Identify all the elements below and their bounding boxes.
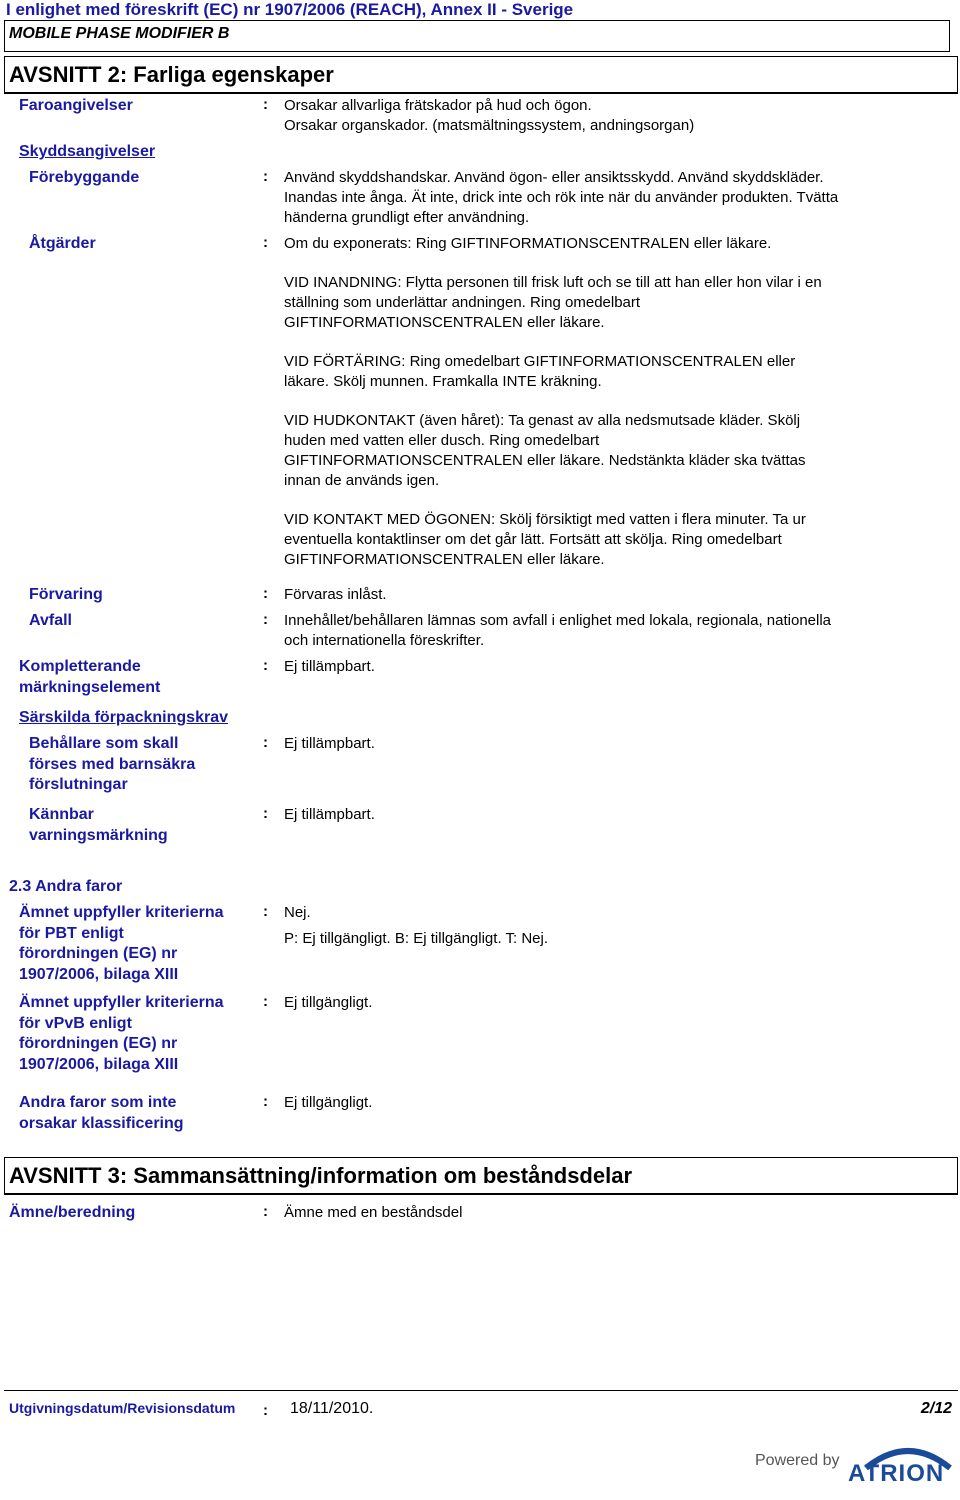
colon: : <box>263 96 268 113</box>
value-inhalation: VID INANDNING: Flytta personen till frisk luft och se till att han eller hon vilar i en ställning som underlättar andningen. Ring omedelbart GIFTINFORMATIONSCENTRALEN eller läkare. <box>284 274 822 331</box>
value-child-resistant: Ej tillämpbart. <box>284 735 375 752</box>
colon: : <box>263 585 268 602</box>
label-special-packaging: Särskilda förpackningskrav <box>19 709 228 726</box>
label-vpvb: Ämnet uppfyller kriterierna för vPvB enligt förordningen (EG) nr 1907/2006, bilaga XIII <box>19 994 224 1073</box>
value-tactile-warning: Ej tillämpbart. <box>284 806 375 823</box>
value-pbt: Nej. <box>284 904 311 921</box>
footer-date-label: Utgivningsdatum/Revisionsdatum <box>9 1400 236 1416</box>
value-eye-contact: VID KONTAKT MED ÖGONEN: Skölj försiktigt med vatten i flera minuter. Ta ur eventuella kontaktlinser om det går lätt. Fortsätt att skölja. Ring omedelbart GIFTINFORMATIONSCENTRALEN eller läkare. <box>284 511 806 568</box>
page-number: 2/12 <box>920 1400 952 1417</box>
colon: : <box>263 611 268 628</box>
label-other-hazards: Andra faror som inte orsakar klassificering <box>19 1094 184 1132</box>
label-storage: Förvaring <box>29 586 103 603</box>
label-child-resistant: Behållare som skall förses med barnsäkra förslutningar <box>29 735 196 793</box>
label-pbt: Ämnet uppfyller kriterierna för PBT enligt förordningen (EG) nr 1907/2006, bilaga XIII <box>19 904 224 983</box>
colon: : <box>263 805 268 822</box>
label-prevention: Förebyggande <box>29 169 140 186</box>
label-response: Åtgärder <box>29 235 96 252</box>
value-pbt-detail: P: Ej tillgängligt. B: Ej tillgängligt. T: Nej. <box>284 930 549 947</box>
regulation-header: I enlighet med föreskrift (EC) nr 1907/2006 (REACH), Annex II - Sverige <box>6 0 574 19</box>
section-2-header <box>4 56 958 94</box>
value-vpvb: Ej tillgängligt. <box>284 994 373 1011</box>
colon: : <box>263 903 268 920</box>
colon: : <box>263 1402 268 1419</box>
value-response: Om du exponerats: Ring GIFTINFORMATIONSCENTRALEN eller läkare. <box>284 235 772 252</box>
label-tactile-warning: Kännbar varningsmärkning <box>29 806 168 844</box>
value-storage: Förvaras inlåst. <box>284 586 387 603</box>
label-disposal: Avfall <box>29 612 72 629</box>
value-prevention: Använd skyddshandskar. Använd ögon- eller ansiktsskydd. Använd skyddskläder. Inandas inte ånga. Ät inte, drick inte och rök inte när du använder produkten. Tvätta händerna grundligt efter användning. <box>284 169 839 226</box>
value-hazard-statements: Orsakar allvarliga frätskador på hud och ögon. Orsakar organskador. (matsmältningssystem, andningsorgan) <box>284 97 695 134</box>
product-name: MOBILE PHASE MODIFIER B <box>9 25 230 42</box>
label-other-hazards-heading: 2.3 Andra faror <box>9 878 123 895</box>
footer-date: 18/11/2010. <box>290 1400 374 1417</box>
label-hazard-statements: Faroangivelser <box>19 97 133 114</box>
powered-by-text: Powered by <box>755 1452 840 1469</box>
colon: : <box>263 1093 268 1110</box>
value-skin-contact: VID HUDKONTAKT (även håret): Ta genast av alla nedsmutsade kläder. Skölj huden med vatten eller dusch. Ring omedelbart GIFTINFORMATIONSCENTRALEN eller läkare. Nedstänkta kläder ska tvättas innan de används igen. <box>284 412 806 489</box>
value-substance-mixture: Ämne med en beståndsdel <box>284 1204 463 1221</box>
value-disposal: Innehållet/behållaren lämnas som avfall i enlighet med lokala, regionala, nationella och internationella föreskrifter. <box>284 612 832 649</box>
label-substance-mixture: Ämne/beredning <box>9 1204 136 1221</box>
atrion-logo-text: ATRION <box>848 1460 945 1487</box>
value-other-hazards: Ej tillgängligt. <box>284 1094 373 1111</box>
colon: : <box>263 657 268 674</box>
colon: : <box>263 168 268 185</box>
section-3-header <box>4 1157 958 1195</box>
footer-divider <box>4 1390 958 1391</box>
section-3-title: AVSNITT 3: Sammansättning/information om beståndsdelar <box>9 1163 633 1188</box>
label-supplemental-elements: Kompletterande märkningselement <box>19 658 161 696</box>
label-precautionary-statements: Skyddsangivelser <box>19 143 156 160</box>
colon: : <box>263 1203 268 1220</box>
colon: : <box>263 234 268 251</box>
section-2-title: AVSNITT 2: Farliga egenskaper <box>9 62 334 87</box>
value-supplemental-elements: Ej tillämpbart. <box>284 658 375 675</box>
value-ingestion: VID FÖRTÄRING: Ring omedelbart GIFTINFORMATIONSCENTRALEN eller läkare. Skölj munnen. Framkalla INTE kräkning. <box>284 353 796 390</box>
colon: : <box>263 734 268 751</box>
colon: : <box>263 993 268 1010</box>
